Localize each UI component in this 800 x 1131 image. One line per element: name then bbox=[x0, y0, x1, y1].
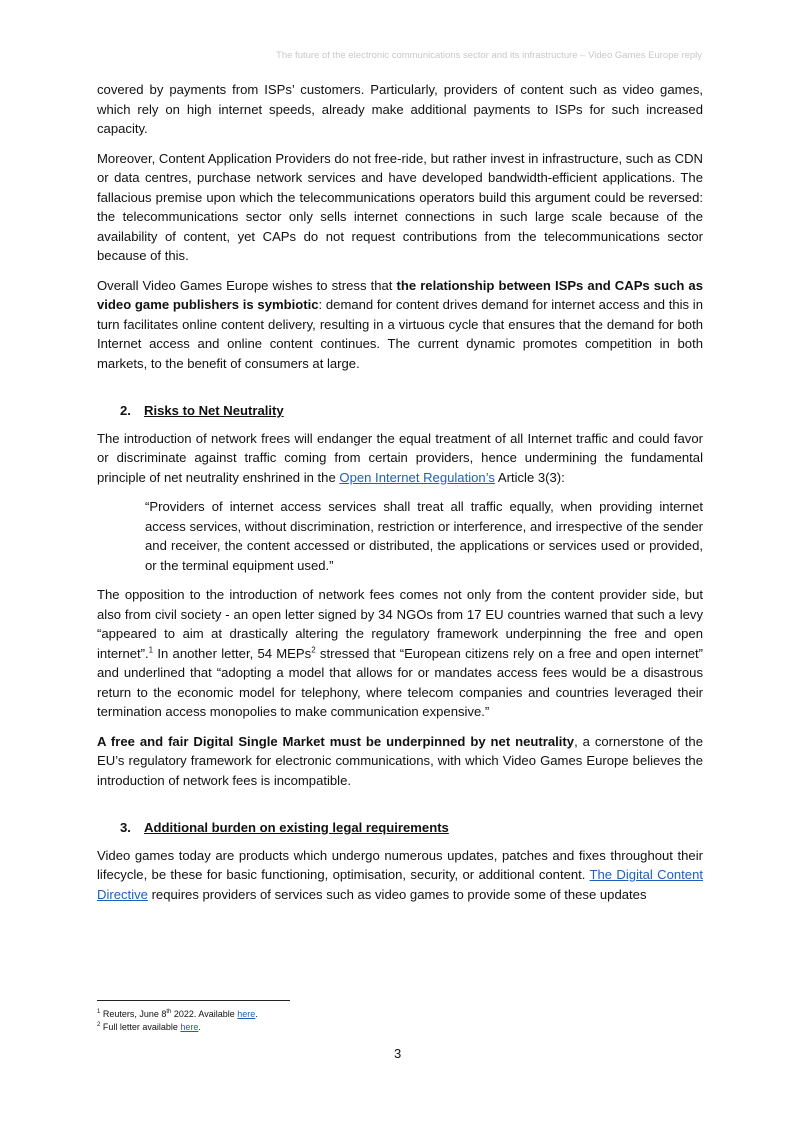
section-title: Additional burden on existing legal requirements bbox=[144, 820, 449, 835]
digital-content-directive-link[interactable]: The Digital Content Directive bbox=[97, 867, 703, 902]
text: Reuters, June 8 bbox=[100, 1009, 167, 1019]
section-number: 2. bbox=[120, 403, 131, 418]
footnotes bbox=[97, 1008, 258, 1034]
section-heading-2 bbox=[97, 401, 703, 421]
section-title: Risks to Net Neutrality bbox=[144, 403, 284, 418]
page-body bbox=[97, 80, 703, 914]
block-quote: “Providers of internet access services shall treat all traffic equally, when providing internet access services, without discrimination, restriction or interference, and irrespective of the sender and receiver, the content accessed or distributed, the applications or services used or provided, or the terminal equipment used.” bbox=[145, 499, 703, 573]
paragraph: covered by payments from ISPs’ customers. Particularly, providers of content such as video games, which rely on high internet speeds, already make additional payments to ISPs for such increased capacity. bbox=[97, 82, 703, 136]
text: . bbox=[255, 1009, 258, 1019]
text: . bbox=[198, 1022, 201, 1032]
footnote-ref-2[interactable]: 2 bbox=[311, 645, 316, 655]
footnote-1-link[interactable]: here bbox=[237, 1009, 256, 1019]
paragraph bbox=[97, 276, 703, 374]
footnote-ref-1[interactable]: 1 bbox=[148, 645, 154, 655]
text: Video games today are products which undergo numerous updates, patches and fixes throughout their lifecycle, be these for basic functioning, optimisation, security, or additional content. bbox=[97, 847, 703, 882]
page-number: 3 bbox=[394, 1046, 402, 1061]
paragraph bbox=[97, 429, 703, 488]
text: Full letter available bbox=[100, 1022, 181, 1032]
bold-text: A free and fair Digital Single Market must be underpinned by net neutrality bbox=[97, 733, 575, 749]
text: requires providers of services such as video games to provide some of these updates bbox=[147, 886, 647, 902]
footnote-2-link[interactable]: here bbox=[180, 1022, 199, 1032]
text: stressed that “European citizens rely on a free and open internet” and underlined that “adopting a model that allows for or mandates access fees would be a disastrous return to the economic model for telephony, where telecom companies and countries leveraged their termination access monopolies to make communication expensive.” bbox=[97, 645, 704, 719]
footnote-1 bbox=[97, 1008, 258, 1021]
bold-text: the relationship between ISPs and CAPs such as video game publishers is symbiotic bbox=[97, 277, 703, 312]
text: The introduction of network frees will endanger the equal treatment of all Internet traffic and could favor or discriminate against traffic coming from certain providers, hence undermining the fundamental principle of net neutrality enshrined in the bbox=[97, 430, 703, 485]
footnote-number: 2 bbox=[97, 1022, 101, 1028]
text: In another letter, 54 MEPs bbox=[153, 645, 312, 661]
text: The opposition to the introduction of network fees comes not only from the content provider side, but also from civil society - an open letter signed by 34 NGOs from 17 EU countries warned that such a levy “appeared to aim at drastically altering the regulatory framework underpinning the free and open internet”. bbox=[97, 587, 703, 661]
open-internet-regulation-link[interactable]: Open Internet Regulation’s bbox=[339, 469, 495, 485]
text: , a cornerstone of the EU’s regulatory framework for electronic communications, with which Video Games Europe believes the introduction of network fees is incompatible. bbox=[97, 733, 703, 788]
paragraph bbox=[97, 585, 703, 722]
text: Article 3(3): bbox=[494, 469, 565, 485]
paragraph: Moreover, Content Application Providers do not free-ride, but rather invest in infrastructure, such as CDN or data centres, purchase network services and have developed bandwidth-efficient applications. The fallacious premise upon which the telecommunications operators build this argument could be reversed: the telecommunications sector only sells internet connections in such large scale because of the availability of content, yet CAPs do not request contributions from the telecommunications sector because of this. bbox=[97, 150, 703, 263]
footnote-number: 1 bbox=[97, 1009, 101, 1015]
text: Overall Video Games Europe wishes to stress that bbox=[97, 277, 397, 293]
paragraph bbox=[97, 732, 703, 791]
footnote-2 bbox=[97, 1021, 258, 1034]
section-number: 3. bbox=[120, 820, 131, 835]
footnote-divider bbox=[97, 1000, 290, 1001]
text: 2022. Available bbox=[171, 1009, 238, 1019]
ordinal-suffix: th bbox=[166, 1009, 172, 1015]
running-header: The future of the electronic communications sector and its infrastructure – Video Games Europe reply bbox=[276, 50, 702, 61]
section-heading-3 bbox=[97, 818, 703, 838]
paragraph bbox=[97, 846, 703, 905]
text: : demand for content drives demand for internet access and this in turn facilitates online content delivery, resulting in a virtuous cycle that ensures that the demand for both Internet access and online content continues. The current dynamic promotes competition in both markets, to the benefit of consumers at large. bbox=[97, 297, 703, 371]
